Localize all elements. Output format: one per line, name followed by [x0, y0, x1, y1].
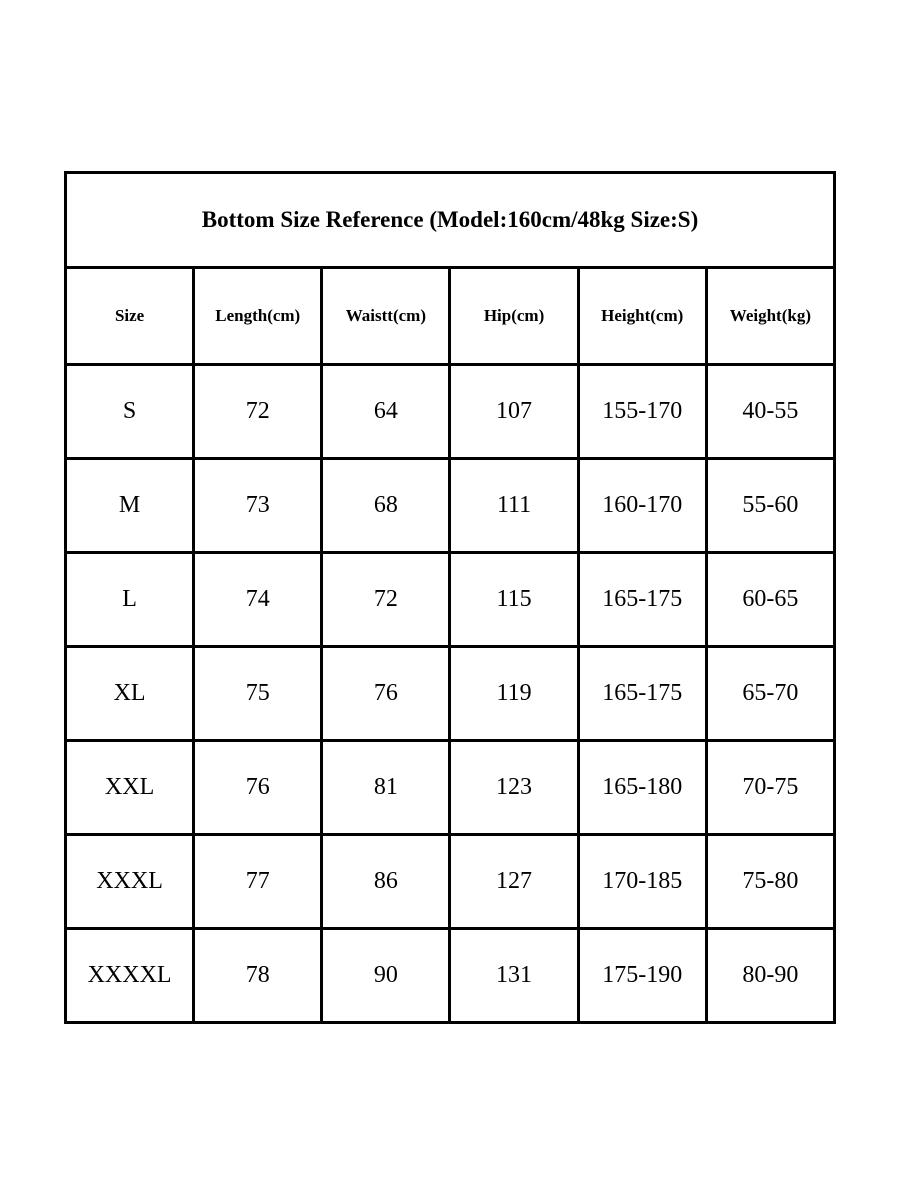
table-cell: 131 [450, 929, 578, 1023]
table-cell: 64 [322, 365, 450, 459]
table-cell: 73 [194, 459, 322, 553]
table-cell: 115 [450, 553, 578, 647]
header-row [66, 268, 835, 365]
table-cell: 60-65 [706, 553, 834, 647]
column-header: Weight(kg) [706, 268, 834, 365]
table-row [66, 553, 835, 647]
table-cell: 127 [450, 835, 578, 929]
table-cell: 80-90 [706, 929, 834, 1023]
table-cell: 75 [194, 647, 322, 741]
table-cell: 65-70 [706, 647, 834, 741]
table-cell: 160-170 [578, 459, 706, 553]
size-label-cell: XXXL [66, 835, 194, 929]
table-cell: 76 [322, 647, 450, 741]
table-cell: 165-180 [578, 741, 706, 835]
column-header: Height(cm) [578, 268, 706, 365]
table-cell: 81 [322, 741, 450, 835]
table-title: Bottom Size Reference (Model:160cm/48kg Size:S) [66, 173, 835, 268]
table-cell: 72 [194, 365, 322, 459]
title-row [66, 173, 835, 268]
size-table-body [66, 173, 835, 1023]
table-row [66, 365, 835, 459]
table-cell: 74 [194, 553, 322, 647]
table-cell: 170-185 [578, 835, 706, 929]
size-label-cell: XXL [66, 741, 194, 835]
table-cell: 107 [450, 365, 578, 459]
table-cell: 175-190 [578, 929, 706, 1023]
table-cell: 123 [450, 741, 578, 835]
table-cell: 86 [322, 835, 450, 929]
table-cell: 76 [194, 741, 322, 835]
table-cell: 78 [194, 929, 322, 1023]
column-header: Hip(cm) [450, 268, 578, 365]
size-label-cell: M [66, 459, 194, 553]
table-cell: 165-175 [578, 553, 706, 647]
table-cell: 90 [322, 929, 450, 1023]
size-label-cell: S [66, 365, 194, 459]
table-cell: 40-55 [706, 365, 834, 459]
column-header: Length(cm) [194, 268, 322, 365]
table-row [66, 647, 835, 741]
column-header: Size [66, 268, 194, 365]
size-label-cell: XXXXL [66, 929, 194, 1023]
table-cell: 75-80 [706, 835, 834, 929]
column-header: Waistt(cm) [322, 268, 450, 365]
size-reference-table [64, 171, 836, 1024]
table-cell: 155-170 [578, 365, 706, 459]
table-row [66, 929, 835, 1023]
table-cell: 68 [322, 459, 450, 553]
size-label-cell: XL [66, 647, 194, 741]
table-row [66, 459, 835, 553]
table-cell: 165-175 [578, 647, 706, 741]
table-row [66, 835, 835, 929]
table-row [66, 741, 835, 835]
table-cell: 111 [450, 459, 578, 553]
size-label-cell: L [66, 553, 194, 647]
table-cell: 77 [194, 835, 322, 929]
table-cell: 119 [450, 647, 578, 741]
table-cell: 70-75 [706, 741, 834, 835]
table-cell: 55-60 [706, 459, 834, 553]
table-cell: 72 [322, 553, 450, 647]
